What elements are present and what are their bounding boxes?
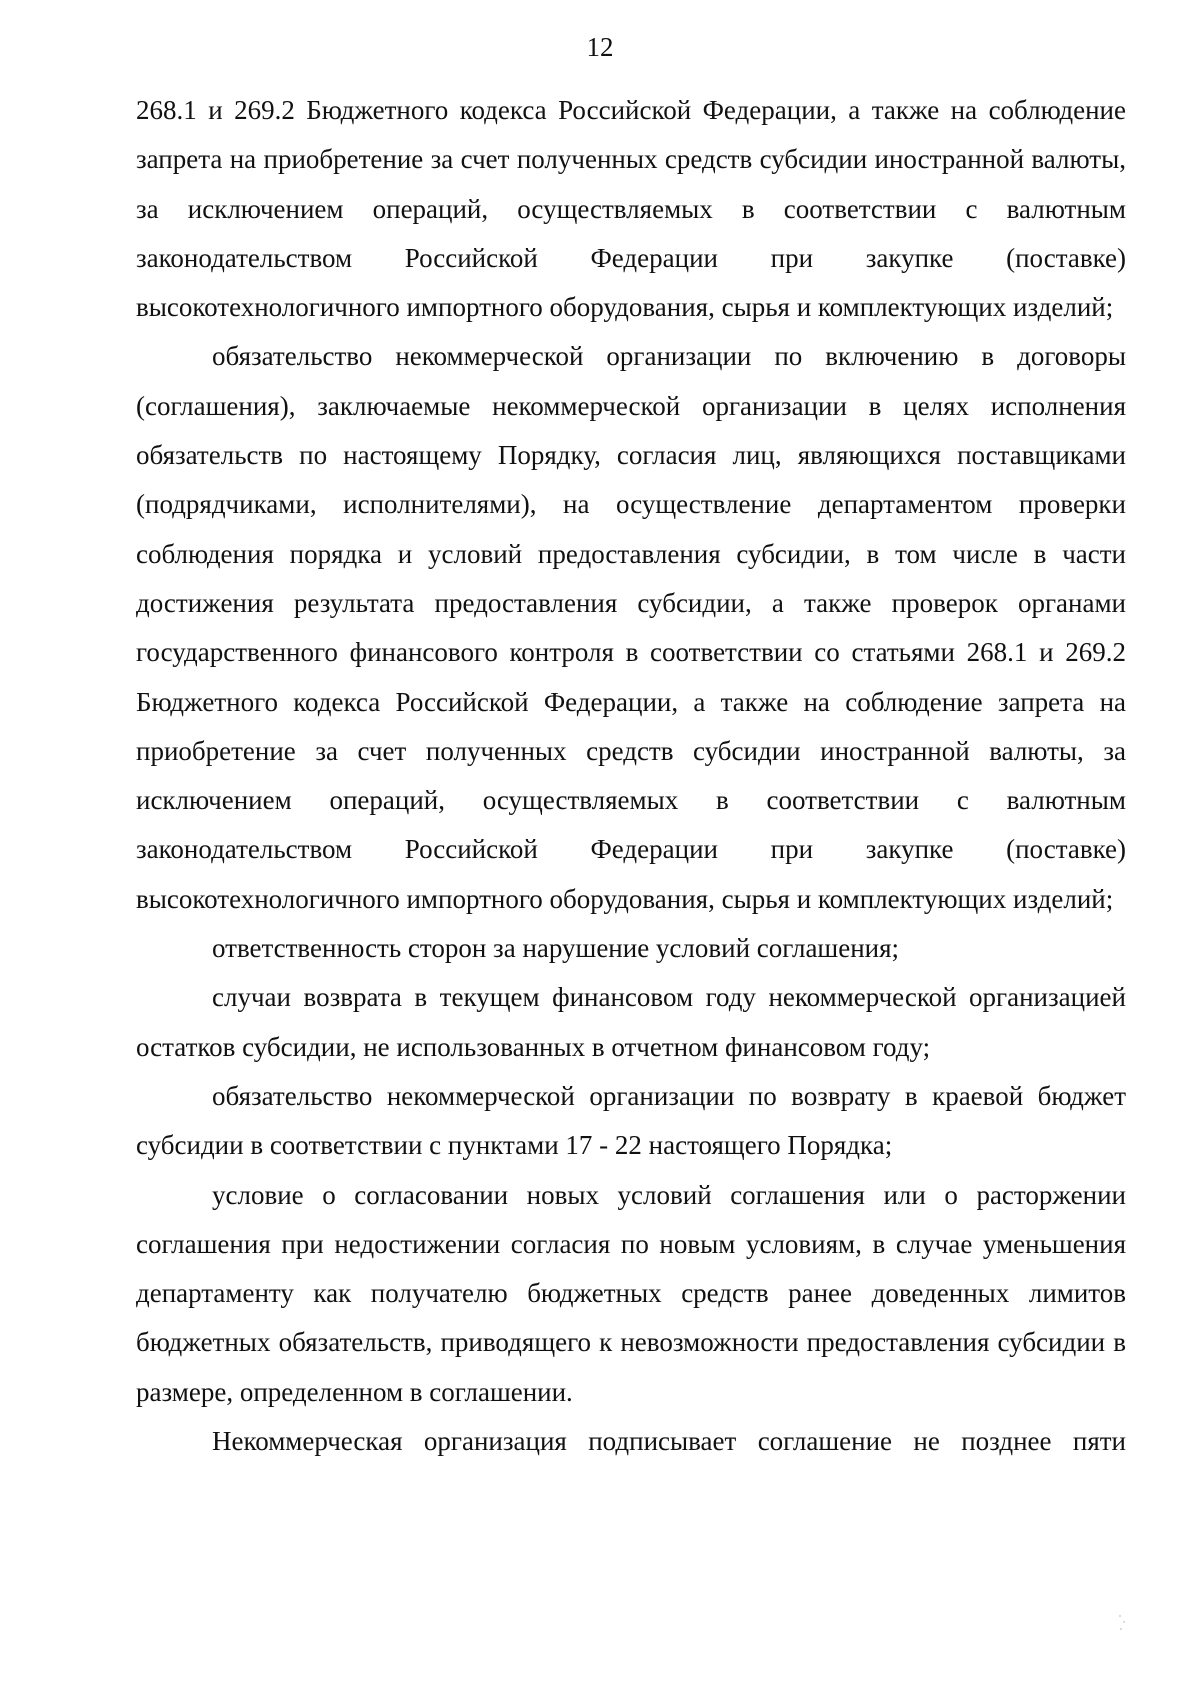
paragraph-subsidy-balance-return-cases: случаи возврата в текущем финансовом году некоммерческой организацией остатков субсидии, не использованных в отчетном финансовом году;: [136, 982, 1126, 1062]
paragraph-contract-inclusion-obligation: обязательство некоммерческой организации по включению в договоры (соглашения), заключаемые некоммерческой организации в целях исполнения обязательств по настоящему Порядку, согласия лиц, являющихся поставщиками (подрядчиками, исполнителями), на осуществление департаментом проверки соблюдения порядка и условий предоставления субсидии, в том числе в части достижения результата предоставления субсидии, а также проверок органами государственного финансового контроля в соответствии со статьями 268.1 и 269.2 Бюджетного кодекса Российской Федерации, а также на соблюдение запрета на приобретение за счет полученных средств субсидии иностранной валюты, за исключением операций, осуществляемых в соответствии с валютным законодательством Российской Федерации при закупке (поставке) высокотехнологичного импортного оборудования, сырья и комплектующих изделий;: [136, 341, 1126, 914]
scan-speck-mark: [1118, 1614, 1126, 1632]
paragraph-budget-code-continuation: 268.1 и 269.2 Бюджетного кодекса Российской Федерации, а также на соблюдение запрета на приобретение за счет полученных средств субсидии иностранной валюты, за исключением операций, осуществляемых в соответствии с валютным законодательством Российской Федерации при закупке (поставке) высокотехнологичного импортного оборудования, сырья и комплектующих изделий;: [136, 95, 1126, 323]
paragraph-party-responsibility: ответственность сторон за нарушение условий соглашения;: [212, 933, 900, 964]
paragraph-new-conditions-agreement: условие о согласовании новых условий соглашения или о расторжении соглашения при недостижении согласия по новым условиям, в случае уменьшения департаменту как получателю бюджетных средств ранее доведенных лимитов бюджетных обязательств, приводящего к невозможности предоставления субсидии в размере, определенном в соглашении.: [136, 1179, 1126, 1407]
paragraph-agreement-signing-deadline: Некоммерческая организация подписывает соглашение не позднее пяти: [212, 1426, 1126, 1457]
paragraph-subsidy-return-obligation: обязательство некоммерческой организации по возврату в краевой бюджет субсидии в соответствии с пунктами 17 - 22 настоящего Порядка;: [136, 1080, 1126, 1161]
document-body: [136, 86, 1126, 1466]
page-number: 12: [586, 32, 614, 62]
